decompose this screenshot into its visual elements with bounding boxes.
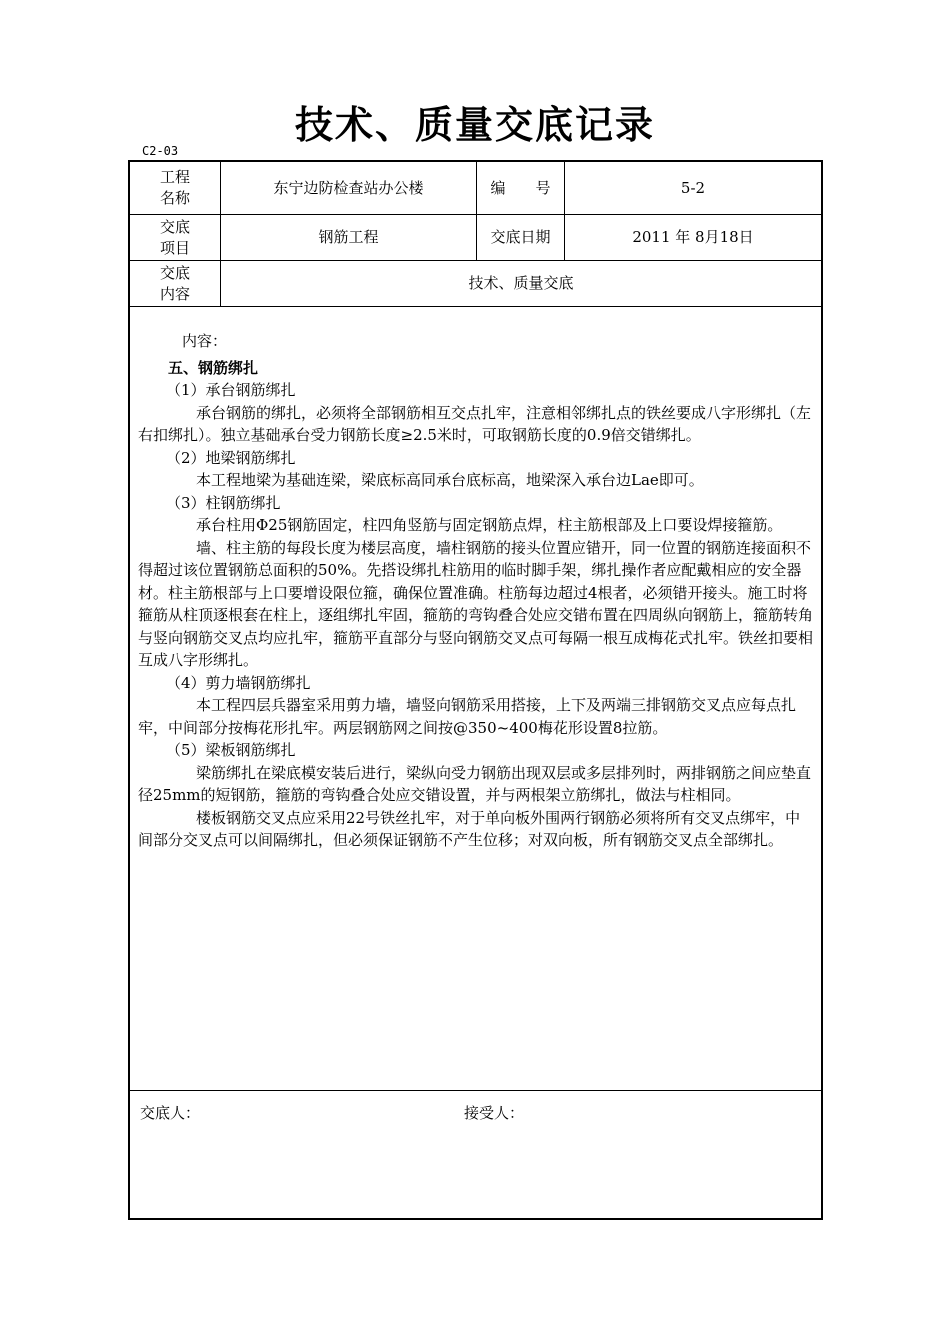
paragraph: 承台钢筋的绑扎，必须将全部钢筋相互交点扎牢，注意相邻绑扎点的铁丝要成八字形绑扎（左右扣绑扎）。独立基础承台受力钢筋长度≥2.5米时，可取钢筋长度的0.9倍交错绑扎。 bbox=[138, 403, 812, 444]
number-label: 编 号 bbox=[490, 178, 551, 197]
paragraph: 本工程地梁为基础连梁，梁底标高同承台底标高，地梁深入承台边Lae即可。 bbox=[196, 471, 704, 489]
paragraph: 梁筋绑扎在梁底模安装后进行，梁纵向受力钢筋出现双层或多层排列时，两排钢筋之间应垫直径25mm的短钢筋，箍筋的弯钩叠合处应交错设置，并与两根架立筋绑扎，做法与柱相同。 bbox=[138, 763, 812, 804]
item-value: 钢筋工程 bbox=[318, 228, 379, 246]
subsection-title: （3）柱钢筋绑扎 bbox=[166, 493, 281, 512]
section-title: 五、钢筋绑扎 bbox=[168, 358, 259, 377]
paragraph: 墙、柱主筋的每段长度为楼层高度，墙柱钢筋的接头位置应错开，同一位置的钢筋连接面积不得超过该位置钢筋总面积的50%。先搭设绑扎柱筋用的临时脚手架，绑扎操作者应配戴相应的安全器材。柱主筋根部与上口要增设限位箍，确保位置准确。柱筋每边超过4根者，必须错开接头。施工时将箍筋从柱顶逐根套在柱上，逐组绑扎牢固，箍筋的弯钩叠合处应交错布置在四周纵向钢筋上，箍筋转角与竖向钢筋交叉点均应扎牢，箍筋平直部分与竖向钢筋交叉点可每隔一根互成梅花式扎牢。铁丝扣要相互成八字形绑扎。 bbox=[138, 538, 814, 669]
date-value: 2011 年 8月18日 bbox=[632, 228, 754, 246]
paragraph: 楼板钢筋交叉点应采用22号铁丝扎牢，对于单向板外围两行钢筋必须将所有交叉点绑牢，中间部分交叉点可以间隔绑扎，但必须保证钢筋不产生位移；对双向板，所有钢筋交叉点全部绑扎。 bbox=[138, 808, 801, 849]
subsection-title: （1）承台钢筋绑扎 bbox=[166, 381, 296, 399]
project-name-value: 东宁边防检查站办公楼 bbox=[273, 178, 424, 197]
document-title: 技术、质量交底记录 bbox=[294, 103, 655, 147]
paragraph: 本工程四层兵器室采用剪力墙，墙竖向钢筋采用搭接，上下及两端三排钢筋交叉点应每点扎牢，中间部分按梅花形扎牢。两层钢筋网之间按@350~400梅花形设置8拉筋。 bbox=[138, 696, 797, 737]
project-name-label: 工程 名称 bbox=[159, 168, 190, 207]
paragraph: 承台柱用Φ25钢筋固定，柱四角竖筋与固定钢筋点焊，柱主筋根部及上口要设焊接箍筋。 bbox=[196, 516, 783, 534]
item-label: 交底 项目 bbox=[159, 217, 190, 257]
subsection-title: （2）地梁钢筋绑扎 bbox=[166, 448, 296, 467]
content-label: 交底 内容 bbox=[159, 263, 190, 303]
intro-label: 内容： bbox=[182, 332, 228, 350]
subsection-title: （4）剪力墙钢筋绑扎 bbox=[166, 673, 311, 692]
content-value: 技术、质量交底 bbox=[468, 274, 574, 292]
disclosure-body bbox=[138, 330, 813, 852]
subsection-title: （5）梁板钢筋绑扎 bbox=[166, 741, 296, 759]
form-frame bbox=[128, 160, 823, 1220]
form-code: C2-03 bbox=[142, 144, 179, 158]
discloser-label: 交底人： bbox=[140, 1104, 201, 1122]
date-label: 交底日期 bbox=[490, 228, 551, 246]
row-divider bbox=[130, 306, 821, 307]
row-divider bbox=[130, 1090, 821, 1091]
receiver-label: 接受人： bbox=[464, 1104, 525, 1122]
number-value: 5-2 bbox=[680, 178, 706, 197]
